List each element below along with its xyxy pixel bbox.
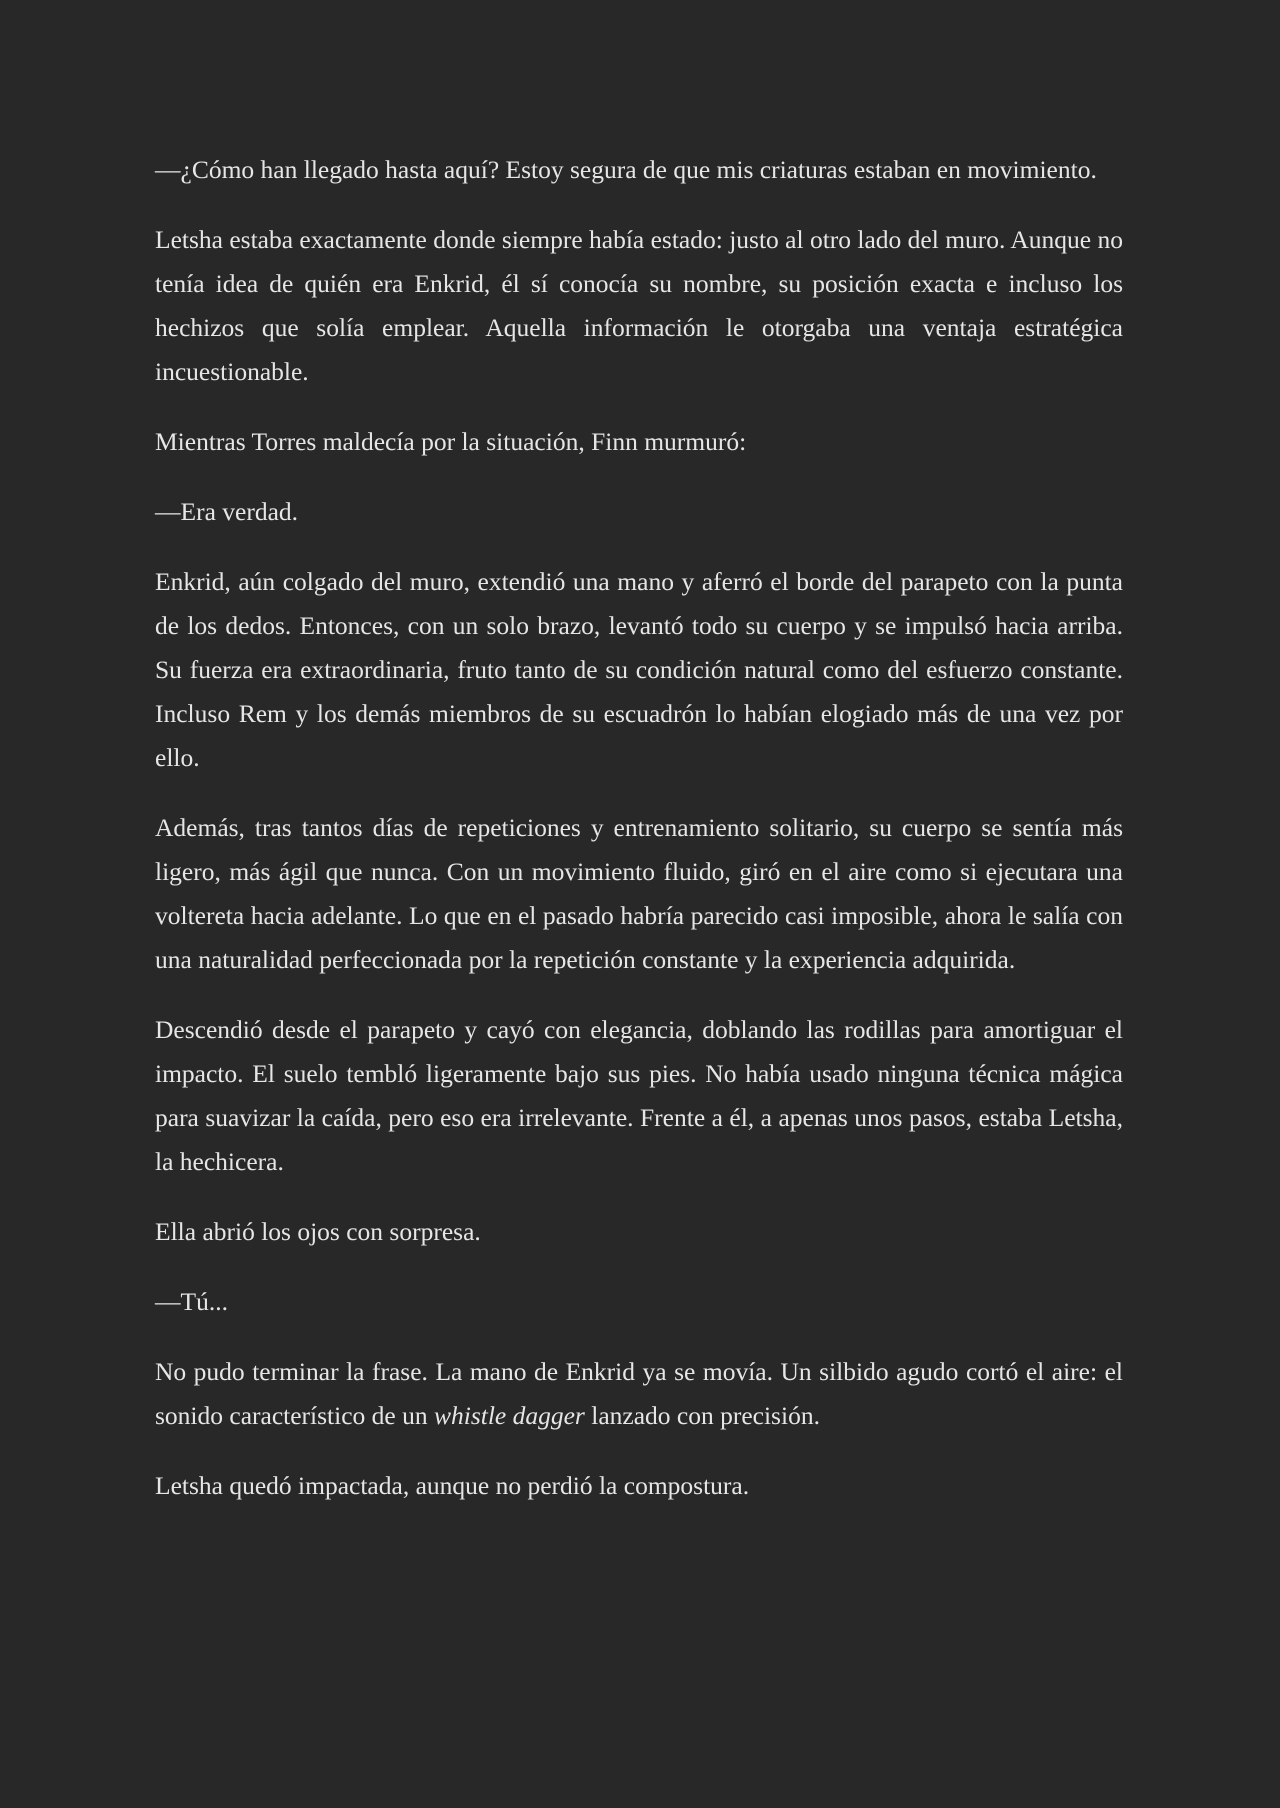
paragraph: Letsha estaba exactamente donde siempre había estado: justo al otro lado del muro. Aunque no tenía idea de quién era Enkrid, él sí conocía su nombre, su posición exacta e incluso los hechizos que solía emplear. Aquella información le otorgaba una ventaja estratégica incuestionable. [155,225,1123,386]
paragraph: —Tú... [155,1287,228,1316]
paragraph: Enkrid, aún colgado del muro, extendió una mano y aferró el borde del parapeto con la punta de los dedos. Entonces, con un solo brazo, levantó todo su cuerpo y se impulsó hacia arriba. Su fuerza era extraordinaria, fruto tanto de su condición natural como del esfuerzo constante. Incluso Rem y los demás miembros de su escuadrón lo habían elogiado más de una vez por ello. [155,567,1123,772]
paragraph: Descendió desde el parapeto y cayó con elegancia, doblando las rodillas para amortiguar el impacto. El suelo tembló ligeramente bajo sus pies. No había usado ninguna técnica mágica para suavizar la caída, pero eso era irrelevante. Frente a él, a apenas unos pasos, estaba Letsha, la hechicera. [155,1015,1123,1176]
chapter-text [155,148,1123,1534]
paragraph-with-emphasis [155,1350,1123,1438]
paragraph: Además, tras tantos días de repeticiones y entrenamiento solitario, su cuerpo se sentía más ligero, más ágil que nunca. Con un movimiento fluido, giró en el aire como si ejecutara una voltereta hacia adelante. Lo que en el pasado habría parecido casi imposible, ahora le salía con una naturalidad perfeccionada por la repetición constante y la experiencia adquirida. [155,813,1123,974]
paragraph: Ella abrió los ojos con sorpresa. [155,1217,481,1246]
paragraph: —Era verdad. [155,497,299,526]
paragraph-text-before: No pudo terminar la frase. La mano de Enkrid ya se movía. Un silbido agudo cortó el aire: el sonido característico de un [155,1357,1123,1430]
paragraph-text-after: lanzado con precisión. [584,1401,820,1430]
paragraph: Letsha quedó impactada, aunque no perdió la compostura. [155,1471,750,1500]
paragraph: —¿Cómo han llegado hasta aquí? Estoy segura de que mis criaturas estaban en movimiento. [155,155,1097,184]
paragraph: Mientras Torres maldecía por la situación, Finn murmuró: [155,427,747,456]
emphasized-term: whistle dagger [433,1401,585,1430]
